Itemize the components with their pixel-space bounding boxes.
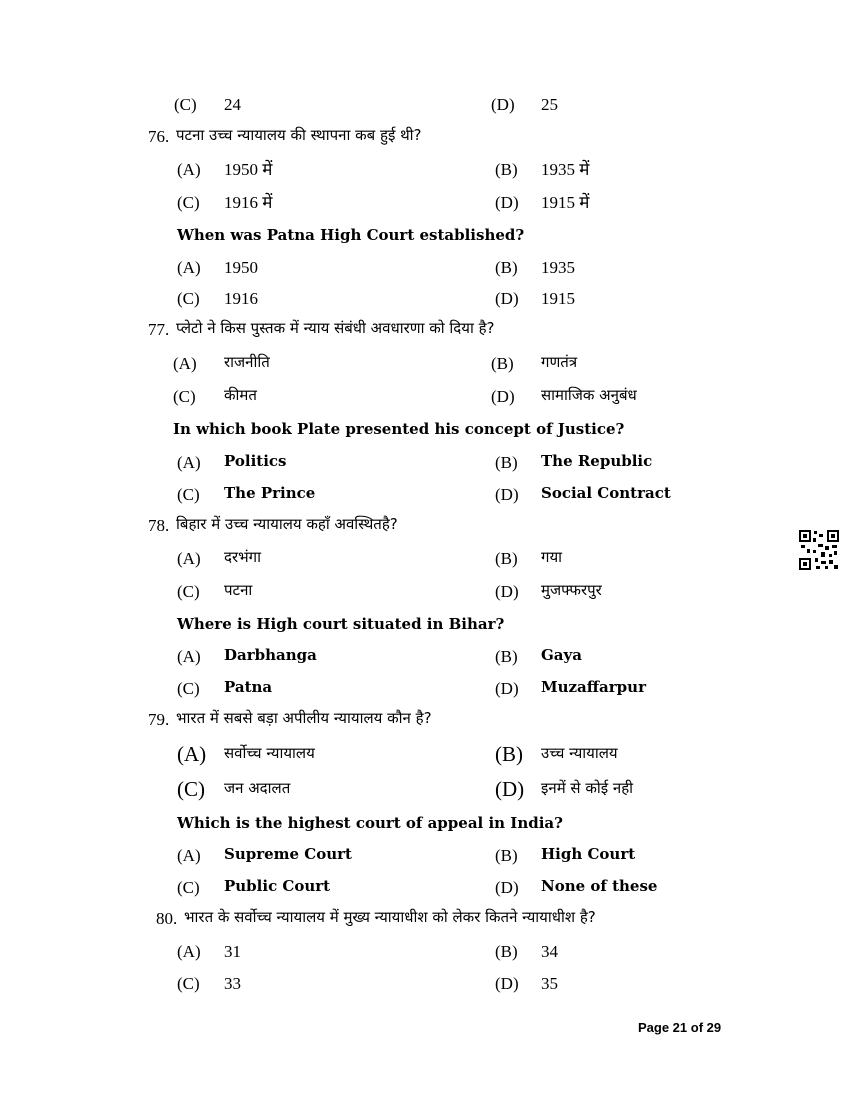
option-label: (C) [177,777,205,801]
option-text: High Court [541,845,636,863]
option-label: (C) [177,582,200,601]
option-text: Patna [224,678,273,696]
option-label: (A) [177,160,201,179]
option-text: 1935 में [541,160,590,179]
option-label: (D) [495,974,519,993]
option-text: Social Contract [541,484,671,502]
question-text-english: In which book Plate presented his concept of Justice? [173,420,625,438]
option-text: 1950 [224,258,258,277]
option-text: 1950 में [224,160,273,179]
option-text: The Republic [541,452,653,470]
option-text: गया [541,548,563,566]
option-label: (D) [491,95,515,114]
option-label: (A) [173,354,197,373]
page-number: Page 21 of 29 [638,1020,722,1035]
option-label: (B) [495,258,518,277]
question-text-english: Which is the highest court of appeal in India? [177,814,563,832]
question-number: 78. [148,516,170,535]
option-label: (B) [495,160,518,179]
option-label: (D) [495,878,519,897]
qr-code-icon [799,530,839,570]
option-label: (D) [495,289,519,308]
option-label: (A) [177,647,201,666]
question-text-english: Where is High court situated in Bihar? [177,615,505,633]
option-label: (C) [177,193,200,212]
option-text: उच्च न्यायालय [541,744,618,762]
option-label: (D) [495,193,519,212]
option-text: कीमत [224,386,257,404]
option-label: (C) [173,387,196,406]
option-label: (C) [177,289,200,308]
question-number: 76. [148,127,170,146]
option-label: (B) [495,549,518,568]
option-text: सर्वोच्च न्यायालय [224,744,315,762]
question-text-hindi: बिहार में उच्च न्यायालय कहाँ अवस्थितहै? [176,515,398,533]
option-text: मुजफ्फरपुर [541,581,602,599]
option-label: (C) [177,485,200,504]
option-text: Darbhanga [224,646,317,664]
question-number: 79. [148,710,170,729]
option-label: (D) [495,485,519,504]
option-text: None of these [541,877,658,895]
option-text: 33 [224,974,241,993]
option-label: (D) [495,582,519,601]
option-label: (D) [491,387,515,406]
option-label: (B) [491,354,514,373]
option-label: (B) [495,942,518,961]
option-text: पटना [224,581,253,599]
option-text: सामाजिक अनुबंध [541,386,637,404]
option-text: 1916 [224,289,258,308]
option-text: राजनीति [224,353,270,371]
option-label: (C) [177,974,200,993]
question-text-english: When was Patna High Court established? [177,226,525,244]
option-label: (A) [177,846,201,865]
option-label: (B) [495,846,518,865]
option-text: Politics [224,452,287,470]
question-text-hindi: भारत के सर्वोच्च न्यायालय में मुख्य न्यायाधीश को लेकर कितने न्यायाधीश है? [184,908,596,926]
option-label: (B) [495,742,523,766]
option-label: (B) [495,647,518,666]
option-text: 1915 में [541,193,590,212]
option-text: इनमें से कोई नही [541,779,634,797]
option-text: गणतंत्र [541,353,578,371]
question-number: 77. [148,320,170,339]
option-label: (C) [174,95,197,114]
option-label: (C) [177,878,200,897]
option-label: (A) [177,453,201,472]
option-text: जन अदालत [224,779,291,797]
option-text: Public Court [224,877,331,895]
option-text: 1915 [541,289,575,308]
question-number: 80. [156,909,178,928]
question-text-hindi: पटना उच्च न्यायालय की स्थापना कब हुई थी? [176,126,422,144]
option-label: (A) [177,549,201,568]
option-text: Supreme Court [224,845,352,863]
option-text: 25 [541,95,558,114]
option-text: 24 [224,95,241,114]
option-label: (A) [177,742,207,766]
option-label: (A) [177,942,201,961]
question-text-hindi: भारत में सबसे बड़ा अपीलीय न्यायालय कौन है? [176,709,432,727]
question-text-hindi: प्लेटो ने किस पुस्तक में न्याय संबंधी अवधारणा को दिया है? [176,319,495,337]
option-label: (C) [177,679,200,698]
option-label: (D) [495,679,519,698]
option-text: दरभंगा [224,548,261,566]
option-text: Muzaffarpur [541,678,646,696]
option-label: (B) [495,453,518,472]
option-text: 1935 [541,258,575,277]
option-text: 34 [541,942,558,961]
option-text: 31 [224,942,241,961]
option-label: (D) [495,777,525,801]
option-text: 35 [541,974,558,993]
option-text: Gaya [541,646,582,664]
option-label: (A) [177,258,201,277]
option-text: 1916 में [224,193,273,212]
option-text: The Prince [224,484,316,502]
